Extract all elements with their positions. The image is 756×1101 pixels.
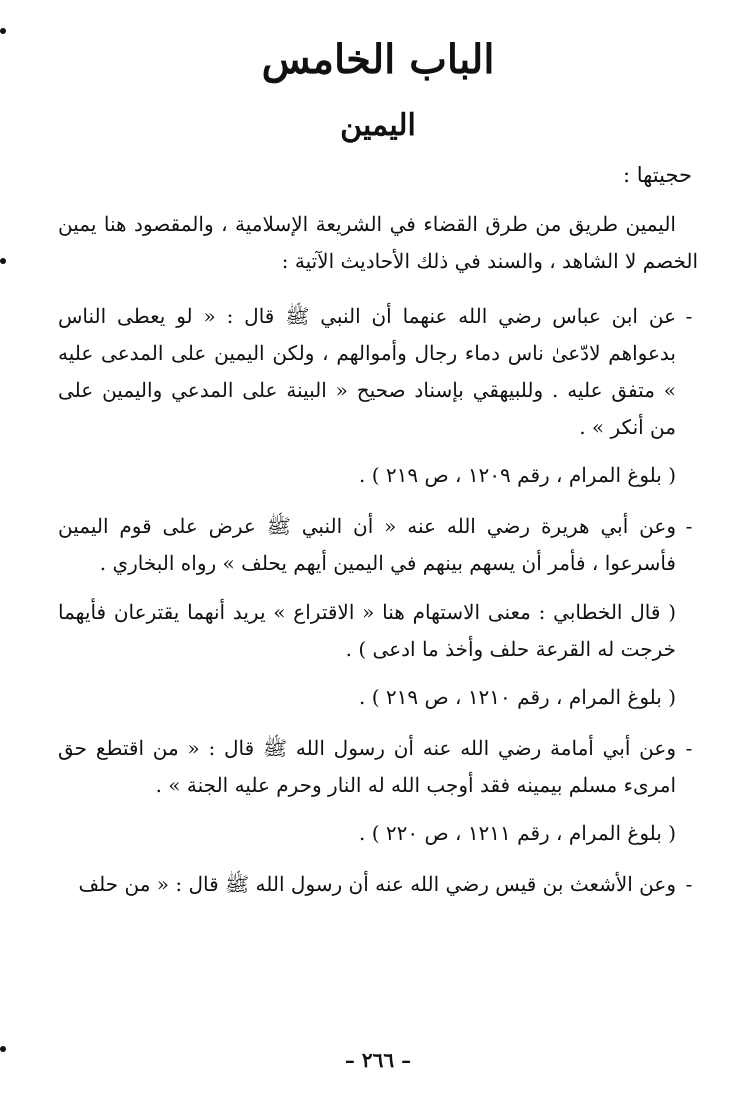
intro-paragraph: اليمين طريق من طرق القضاء في الشريعة الإسلامية ، والمقصود هنا يمين الخصم لا الشاهد ، والسند في ذلك الأحاديث الآتية : <box>58 212 698 273</box>
list-dash: - <box>685 304 693 328</box>
chapter-title: الباب الخامس <box>261 36 495 83</box>
reference: ( بلوغ المرام ، رقم ١٢١٠ ، ص ٢١٩ ) . <box>358 685 676 709</box>
margin-mark <box>0 258 6 264</box>
margin-mark <box>0 28 6 34</box>
list-dash: - <box>685 872 693 896</box>
hadith-text: عن ابن عباس رضي الله عنهما أن النبي ﷺ قال : « لو يعطى الناس بدعواهم لادّعىٰ ناس دماء رجال وأموالهم ، ولكن اليمين على المدعى عليه » متفق عليه . وللبيهقي بإسناد صحيح « البينة على المدعي واليمين على من أنكر » . <box>58 304 676 439</box>
reference: ( بلوغ المرام ، رقم ١٢٠٩ ، ص ٢١٩ ) . <box>358 463 676 487</box>
section-title: اليمين <box>340 108 416 143</box>
page-number: – ٢٦٦ – <box>344 1048 412 1072</box>
document-page <box>58 30 698 1080</box>
hadith-text: وعن أبي أمامة رضي الله عنه أن رسول الله ﷺ قال : « من اقتطع حق امرىء مسلم بيمينه فقد أوجب الله له النار وحرم عليه الجنة » . <box>58 736 676 797</box>
margin-mark <box>0 1046 6 1052</box>
hadith-item <box>58 298 698 446</box>
hadith-item <box>58 730 698 804</box>
hadith-item <box>58 508 698 582</box>
subheading: حجيتها : <box>622 163 692 187</box>
list-dash: - <box>685 736 693 760</box>
hadith-item <box>58 866 698 903</box>
reference: ( بلوغ المرام ، رقم ١٢١١ ، ص ٢٢٠ ) . <box>358 821 676 845</box>
hadith-text: وعن أبي هريرة رضي الله عنه « أن النبي ﷺ عرض على قوم اليمين فأسرعوا ، فأمر أن يسهم بينهم في اليمين أيهم يحلف » رواه البخاري . <box>58 514 676 575</box>
hadith-text: وعن الأشعث بن قيس رضي الله عنه أن رسول الله ﷺ قال : « من حلف <box>78 872 676 896</box>
commentary-note: ( قال الخطابي : معنى الاستهام هنا « الاقتراع » يريد أنهما يقترعان فأيهما خرجت له القرعة حلف وأخذ ما ادعى ) . <box>58 600 676 661</box>
list-dash: - <box>685 514 693 538</box>
